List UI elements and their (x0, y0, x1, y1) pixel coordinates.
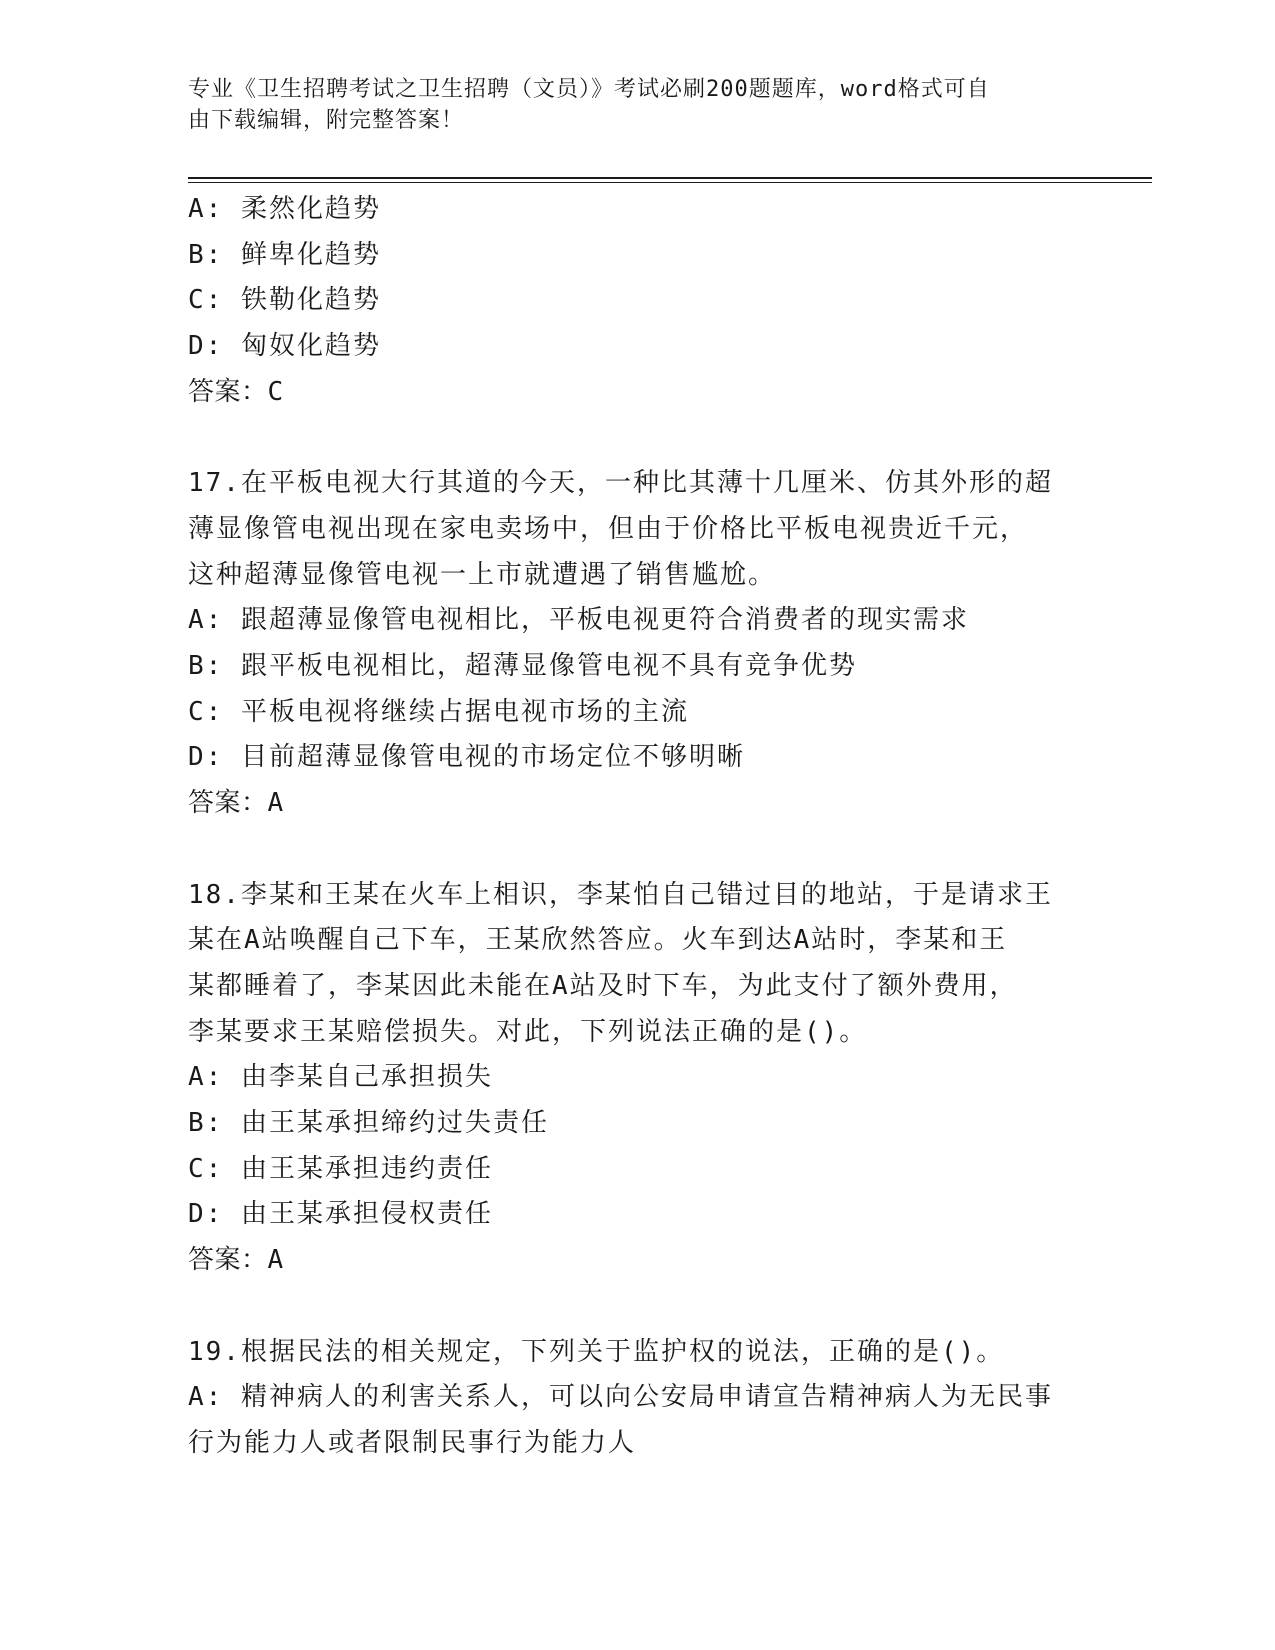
question-16 (188, 187, 1088, 416)
document-header (188, 74, 1068, 136)
question-stem-line: 李某要求王某赔偿损失。对此，下列说法正确的是()。 (188, 1016, 868, 1047)
spacer (188, 827, 1088, 873)
answer-value: C (267, 376, 284, 407)
question-stem-line: 18.李某和王某在火车上相识，李某怕自己错过目的地站，于是请求王 (188, 879, 1053, 910)
header-divider-thick (188, 177, 1152, 179)
question-stem-line: 某都睡着了，李某因此未能在A站及时下车，为此支付了额外费用， (188, 970, 1018, 1001)
option-a: A: 由李某自己承担损失 (188, 1062, 493, 1093)
option-d: D: 匈奴化趋势 (188, 331, 381, 362)
answer-label: 答案： (188, 788, 268, 819)
option-c: C: 由王某承担违约责任 (188, 1153, 493, 1184)
option-c: C: 铁勒化趋势 (188, 285, 381, 316)
header-line-1: 专业《卫生招聘考试之卫生招聘（文员）》考试必刷200题题库，word格式可自 (188, 77, 990, 102)
answer-line (188, 1238, 1088, 1284)
option-b: B: 鲜卑化趋势 (188, 239, 381, 270)
question-17 (188, 461, 1088, 827)
option-a: A: 柔然化趋势 (188, 194, 381, 224)
option-d: D: 目前超薄显像管电视的市场定位不够明晰 (188, 742, 745, 773)
spacer (188, 416, 1088, 462)
answer-label: 答案： (188, 1245, 268, 1276)
header-divider-thin (188, 182, 1152, 183)
header-line-2: 由下载编辑，附完整答案！ (188, 108, 465, 133)
question-stem-line: 19.根据民法的相关规定，下列关于监护权的说法，正确的是()。 (188, 1336, 1005, 1367)
option-d: D: 由王某承担侵权责任 (188, 1199, 493, 1230)
question-18 (188, 873, 1088, 1284)
question-stem-line: 这种超薄显像管电视一上市就遭遇了销售尴尬。 (188, 559, 777, 590)
option-a: A: 精神病人的利害关系人，可以向公安局申请宣告精神病人为无民事 (188, 1382, 1053, 1413)
answer-label: 答案： (188, 376, 268, 407)
answer-line (188, 781, 1088, 827)
answer-value: A (267, 788, 284, 819)
question-stem-line: 某在A站唤醒自己下车，王某欣然答应。火车到达A站时，李某和王 (188, 925, 1008, 956)
question-stem-line: 17.在平板电视大行其道的今天，一种比其薄十几厘米、仿其外形的超 (188, 468, 1053, 499)
question-content (188, 187, 1088, 1467)
option-a-continued: 行为能力人或者限制民事行为能力人 (188, 1427, 637, 1458)
option-b: B: 由王某承担缔约过失责任 (188, 1108, 549, 1139)
option-c: C: 平板电视将继续占据电视市场的主流 (188, 696, 689, 727)
option-a: A: 跟超薄显像管电视相比，平板电视更符合消费者的现实需求 (188, 605, 969, 636)
answer-value: A (267, 1245, 284, 1276)
option-b: B: 跟平板电视相比，超薄显像管电视不具有竞争优势 (188, 651, 857, 682)
question-stem-line: 薄显像管电视出现在家电卖场中，但由于价格比平板电视贵近千元， (188, 513, 1029, 544)
answer-line (188, 370, 1088, 416)
question-19 (188, 1330, 1088, 1467)
spacer (188, 1284, 1088, 1330)
